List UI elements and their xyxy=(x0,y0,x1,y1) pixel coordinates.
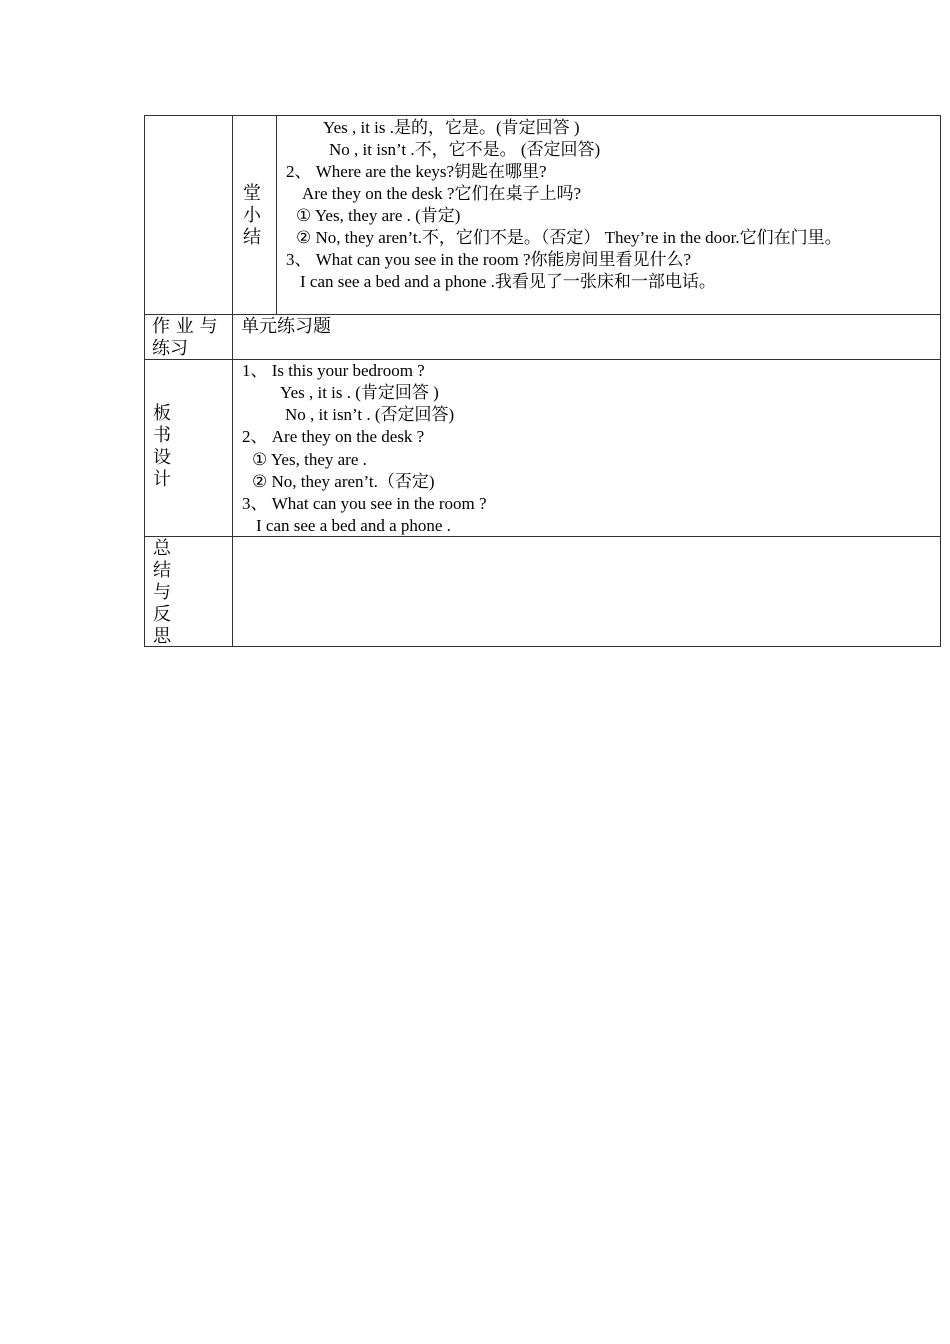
board-line: Yes , it is . (肯定回答 ) xyxy=(280,383,439,402)
section1-line: Yes , it is .是的，它是。(肯定回答 ) xyxy=(323,118,580,137)
reflection-label-char: 结 xyxy=(153,560,171,581)
board-line: No , it isn’t . (否定回答) xyxy=(285,405,455,424)
section1-label-char: 小 xyxy=(243,205,261,226)
section1-line: ① Yes, they are . (肯定) xyxy=(296,206,461,225)
section1-label-char: 结 xyxy=(243,227,261,248)
table-border-left xyxy=(144,115,145,647)
homework-label-line1: 作 业 与 xyxy=(152,316,218,337)
table-border-right xyxy=(940,115,941,647)
board-label-char: 计 xyxy=(153,469,171,490)
section1-line: Are they on the desk ?它们在桌子上吗? xyxy=(302,184,582,203)
section1-line: I can see a bed and a phone .我看见了一张床和一部电话。 xyxy=(300,272,716,291)
reflection-label-char: 思 xyxy=(153,626,171,647)
homework-label-line2: 练习 xyxy=(152,338,188,359)
reflection-label-char: 反 xyxy=(153,604,171,625)
board-line: 3、 What can you see in the room ? xyxy=(242,494,487,513)
table-border-subcol xyxy=(276,115,277,315)
section1-label-char: 堂 xyxy=(243,183,261,204)
board-label-char: 书 xyxy=(153,425,171,446)
table-border-bottom xyxy=(144,646,941,647)
board-line: 2、 Are they on the desk ? xyxy=(242,427,425,446)
section1-line: No , it isn’t .不，它不是。 (否定回答) xyxy=(329,140,601,159)
section1-line: 2、 Where are the keys?钥匙在哪里? xyxy=(286,162,547,181)
board-label-char: 板 xyxy=(153,403,171,424)
reflection-content xyxy=(234,538,938,644)
section1-line: 3、 What can you see in the room ?你能房间里看见什么? xyxy=(286,250,692,269)
board-label-char: 设 xyxy=(153,447,171,468)
table-border-top xyxy=(144,115,941,116)
board-line: ② No, they aren’t.（否定) xyxy=(252,472,435,491)
homework-content: 单元练习题 xyxy=(241,316,331,337)
reflection-label-char: 与 xyxy=(153,582,171,603)
board-line: I can see a bed and a phone . xyxy=(256,516,451,535)
table-border-col1 xyxy=(232,115,233,647)
board-line: 1、 Is this your bedroom ? xyxy=(242,361,425,380)
board-line: ① Yes, they are . xyxy=(252,450,367,469)
table-border-row1 xyxy=(144,314,941,315)
reflection-label-char: 总 xyxy=(153,538,171,559)
section1-line: ② No, they aren’t.不，它们不是。（否定） They’re in the door.它们在门里。 xyxy=(296,228,842,247)
